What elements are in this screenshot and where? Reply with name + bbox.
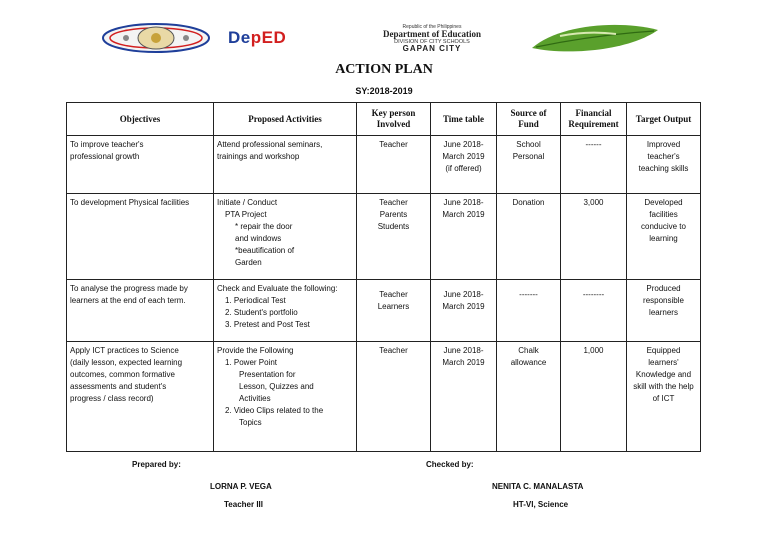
timetable-cell: June 2018- March 2019 (if offered) [431,136,497,194]
fund-cell: School Personal [497,136,561,194]
header-proposed-activities: Proposed Activities [214,103,357,136]
target-output-cell: Improved teacher's teaching skills [627,136,701,194]
financial-cell: 3,000 [561,194,627,280]
objective-cell: Apply ICT practices to Science (daily lesson, expected learning outcomes, common formative assessments and student's progress / class record) [67,342,214,452]
objective-cell: To improve teacher's professional growth [67,136,214,194]
financial-cell: ------ [561,136,627,194]
activities-cell: Provide the Following 1. Power Point Presentation for Lesson, Quizzes and Activities 2. Video Clips related to the Topics [214,342,357,452]
leaf-logo [530,22,660,56]
deped-letterhead-text [352,24,512,53]
header-source-of-fund: Source of Fund [497,103,561,136]
table-row [67,194,701,280]
preparer-title: Teacher III [224,500,263,509]
financial-cell: 1,000 [561,342,627,452]
checker-title: HT-VI, Science [513,500,569,509]
header-time-table: Time table [431,103,497,136]
table-row [67,280,701,342]
fund-cell: ------- [497,280,561,342]
target-output-cell: Produced responsible learners [627,280,701,342]
key-person-cell: Teacher [357,136,431,194]
school-year: SY:2018-2019 [355,86,413,96]
table-row [67,136,701,194]
timetable-cell: June 2018- March 2019 [431,342,497,452]
checker-name: NENITA C. MANALASTA [492,482,584,491]
activities-cell: Check and Evaluate the following: 1. Periodical Test 2. Student's portfolio 3. Pretest and Post Test [214,280,357,342]
key-person-cell: Teacher Learners [357,280,431,342]
fund-cell: Chalk allowance [497,342,561,452]
page-title: ACTION PLAN [335,62,433,77]
timetable-cell: June 2018- March 2019 [431,280,497,342]
school-seal-logo [102,23,210,53]
fund-cell: Donation [497,194,561,280]
table-header-row [67,103,701,136]
header-key-person: Key person Involved [357,103,431,136]
activities-cell: Attend professional seminars, trainings and workshop [214,136,357,194]
table-row [67,342,701,452]
timetable-cell: June 2018- March 2019 [431,194,497,280]
prepared-by-label: Prepared by: [132,460,181,469]
preparer-name: LORNA P. VEGA [210,482,272,491]
department-line: Department of Education [383,29,481,39]
objective-cell: To analyse the progress made by learners at the end of each term. [67,280,214,342]
key-person-cell: Teacher Parents Students [357,194,431,280]
division-line: DIVISION OF CITY SCHOOLS [394,39,470,45]
checked-by-label: Checked by: [426,460,474,469]
header-financial-requirement: Financial Requirement [561,103,627,136]
letterhead [100,20,660,58]
header-objectives: Objectives [67,103,214,136]
target-output-cell: Equipped learners' Knowledge and skill with the help of ICT [627,342,701,452]
financial-cell: -------- [561,280,627,342]
action-plan-table [66,102,701,452]
city-line: GAPAN CITY [402,44,462,53]
header-target-output: Target Output [627,103,701,136]
target-output-cell: Developed facilities conducive to learning [627,194,701,280]
republic-line: Republic of the Philippines [402,24,462,30]
deped-logo: DepED [228,28,287,47]
key-person-cell: Teacher [357,342,431,452]
activities-cell: Initiate / Conduct PTA Project * repair the door and windows *beautification of Garden [214,194,357,280]
objective-cell: To development Physical facilities [67,194,214,280]
